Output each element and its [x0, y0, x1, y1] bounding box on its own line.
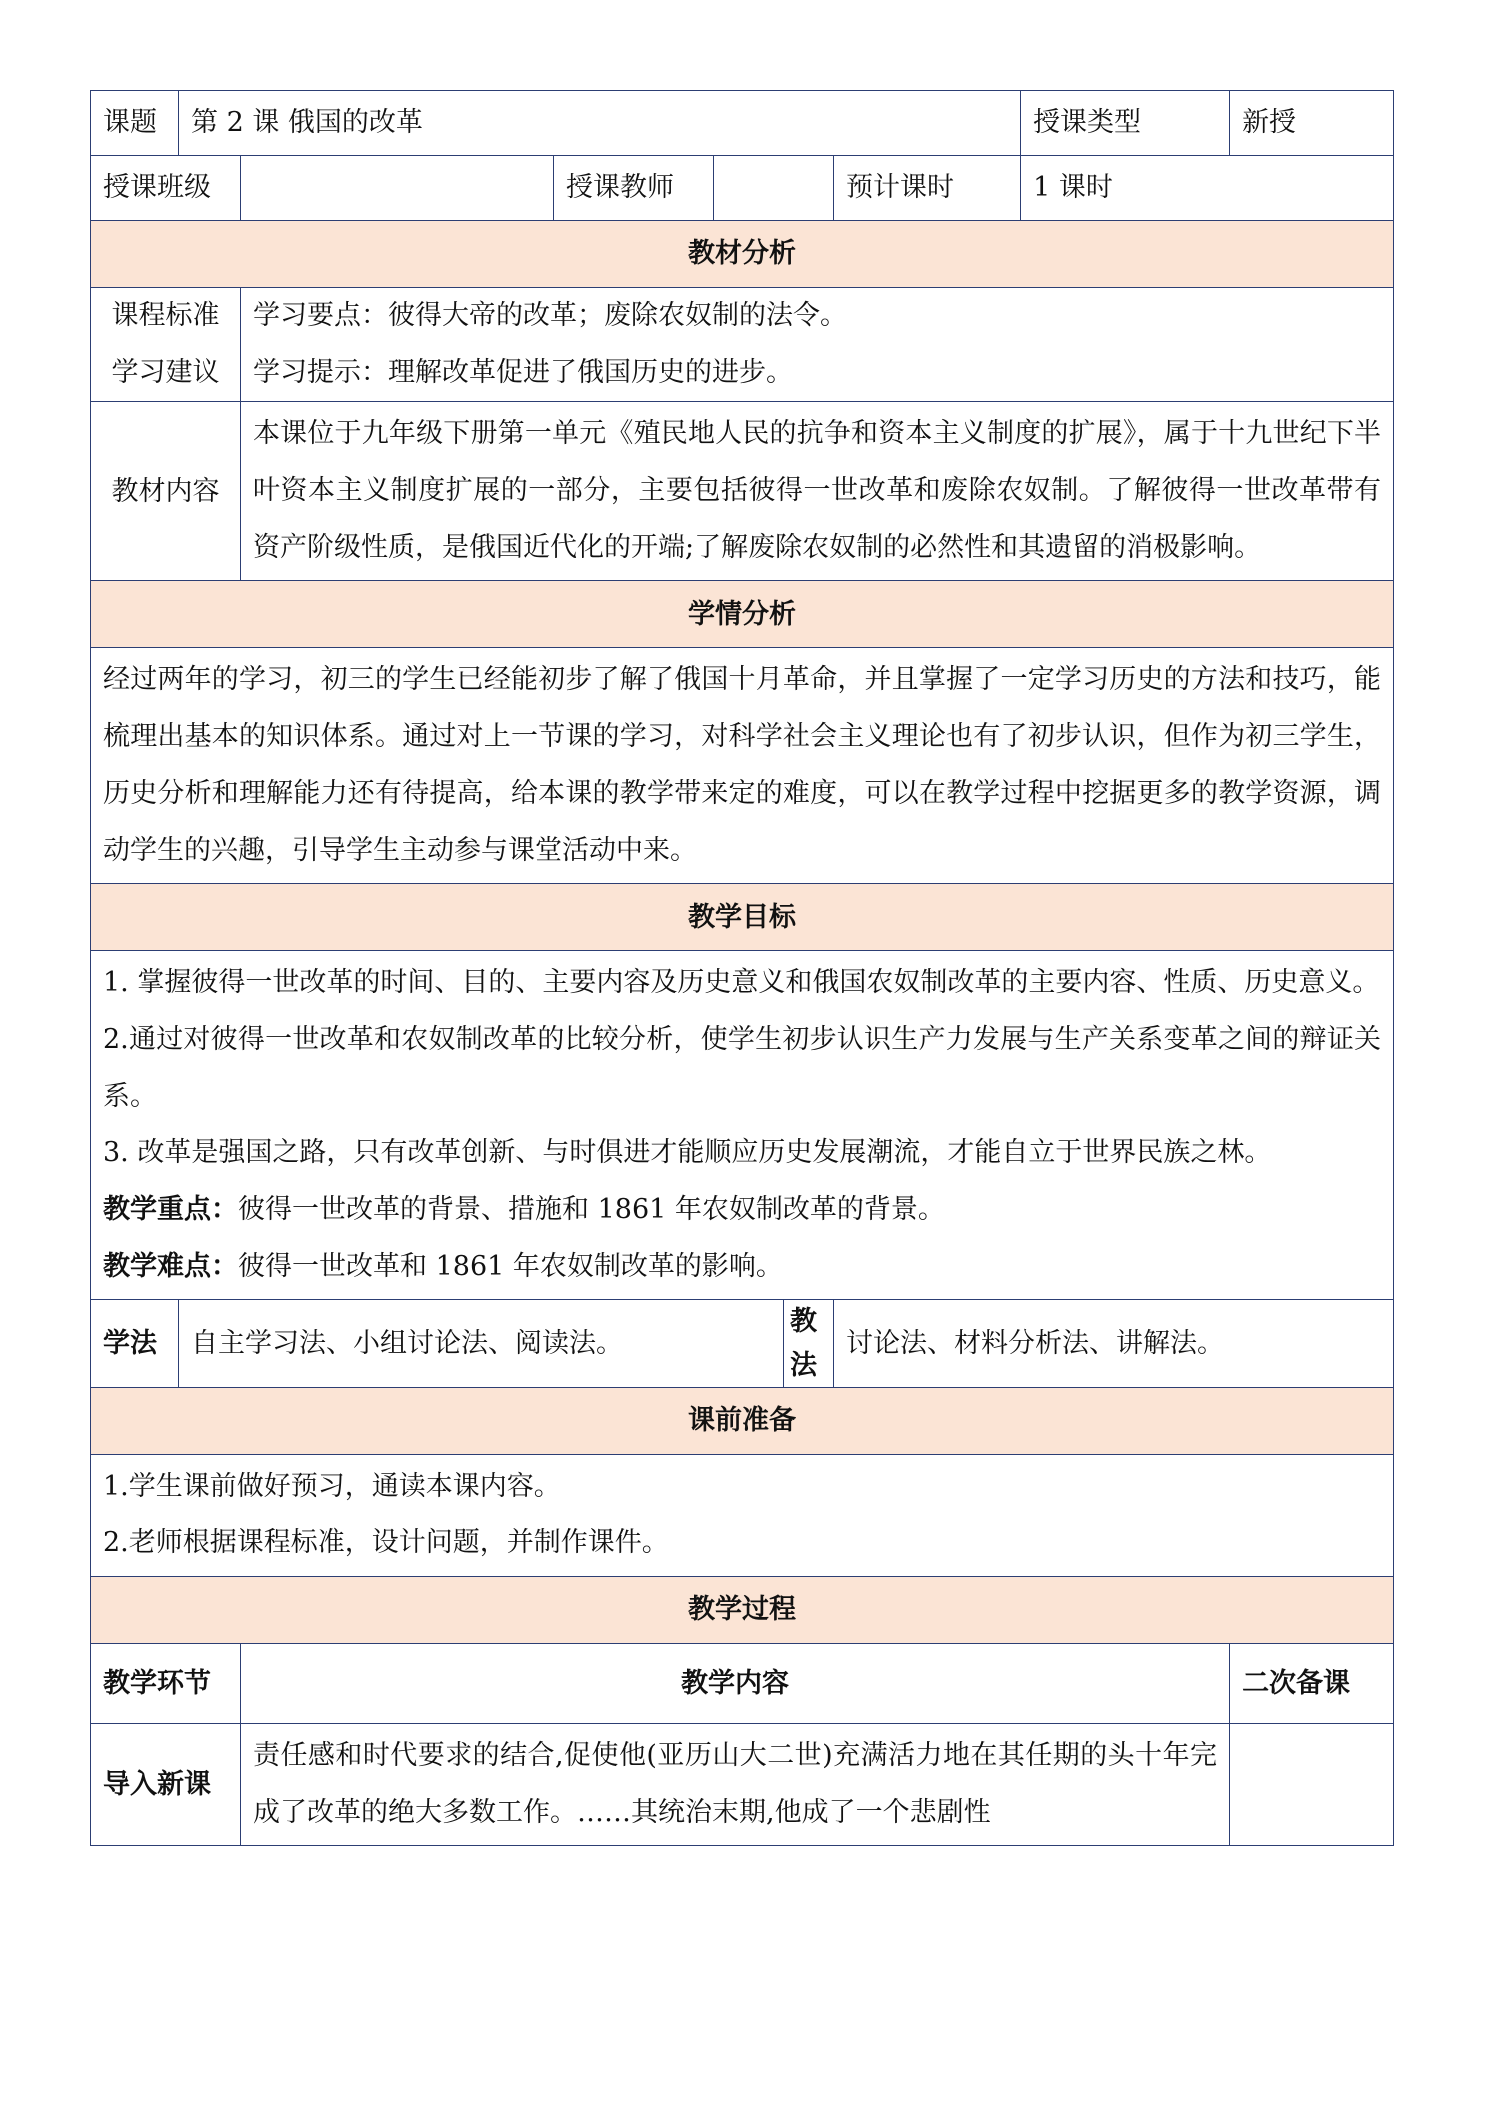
type-value: 新授 — [1230, 91, 1394, 156]
student-analysis-row — [91, 648, 1394, 884]
teacher-value — [714, 156, 834, 221]
lesson-plan-table — [90, 90, 1394, 1846]
class-label: 授课班级 — [91, 156, 241, 221]
student-analysis-title: 学情分析 — [91, 581, 1394, 648]
objectives-title: 教学目标 — [91, 884, 1394, 951]
objective-item-3: 3. 改革是强国之路，只有改革创新、与时俱进才能顺应历史发展潮流，才能自立于世界民族之林。 — [103, 1137, 1272, 1169]
course-label: 课题 — [91, 91, 179, 156]
difficulty-point — [103, 1239, 1381, 1296]
student-analysis-header-row — [91, 581, 1394, 648]
learning-method-label: 学法 — [91, 1300, 179, 1387]
preparation-item-2: 2.老师根据课程标准，设计问题，并制作课件。 — [103, 1527, 669, 1559]
textbook-analysis-title: 教材分析 — [91, 221, 1394, 288]
lesson-plan-page — [90, 90, 1393, 1846]
hours-value: 1 课时 — [1021, 156, 1394, 221]
objective-item-2: 2.通过对彼得一世改革和农奴制改革的比较分析，使学生初步认识生产力发展与生产关系变革之间的辩证关系。 — [103, 1023, 1382, 1112]
curriculum-standard-row — [91, 288, 1394, 402]
objective-item-1: 1. 掌握彼得一世改革的时间、目的、主要内容及历史意义和俄国农奴制改革的主要内容、性质、历史意义。 — [103, 967, 1380, 999]
process-col-content: 教学内容 — [241, 1644, 1230, 1724]
standard-hint: 学习提示：理解改革促进了俄国历史的进步。 — [253, 356, 793, 388]
curriculum-standard-content — [241, 288, 1394, 402]
textbook-analysis-header-row — [91, 221, 1394, 288]
teacher-label: 授课教师 — [554, 156, 714, 221]
methods-row — [91, 1300, 1394, 1387]
process-row — [91, 1724, 1394, 1846]
teaching-method-label: 教法 — [784, 1300, 834, 1387]
objectives-header-row — [91, 884, 1394, 951]
course-value: 第 2 课 俄国的改革 — [179, 91, 1021, 156]
preparation-header-row — [91, 1387, 1394, 1454]
hours-label: 预计课时 — [834, 156, 1021, 221]
class-value — [241, 156, 554, 221]
teaching-method-text: 讨论法、材料分析法、讲解法。 — [834, 1300, 1394, 1387]
process-stage: 导入新课 — [91, 1724, 241, 1846]
textbook-content-text: 本课位于九年级下册第一单元《殖民地人民的抗争和资本主义制度的扩展》，属于十九世纪下半叶资本主义制度扩展的一部分，主要包括彼得一世改革和废除农奴制。了解彼得一世改革带有资产阶级性质，是俄国近代化的开端;了解废除农奴制的必然性和其遗留的消极影响。 — [241, 402, 1394, 581]
process-content: 责任感和时代要求的结合,促使他(亚历山大二世)充满活力地在其任期的头十年完成了改革的绝大多数工作。……其统治末期,他成了一个悲剧性 — [241, 1724, 1230, 1846]
process-notes — [1230, 1724, 1394, 1846]
process-column-header-row — [91, 1644, 1394, 1724]
standard-label-line-1: 课程标准 — [111, 300, 220, 331]
textbook-content-label: 教材内容 — [91, 402, 241, 581]
difficulty-text: 彼得一世改革和 1861 年农奴制改革的影响。 — [238, 1250, 783, 1282]
difficulty-label: 教学难点： — [103, 1250, 238, 1282]
header-row-1 — [91, 91, 1394, 156]
textbook-content-row — [91, 402, 1394, 581]
type-label: 授课类型 — [1021, 91, 1230, 156]
preparation-row — [91, 1454, 1394, 1576]
curriculum-standard-label — [91, 288, 241, 402]
process-col-stage: 教学环节 — [91, 1644, 241, 1724]
header-row-2 — [91, 156, 1394, 221]
process-col-notes: 二次备课 — [1230, 1644, 1394, 1724]
key-point — [103, 1182, 1381, 1239]
key-point-label: 教学重点： — [103, 1193, 238, 1225]
student-analysis-text: 经过两年的学习，初三的学生已经能初步了解了俄国十月革命，并且掌握了一定学习历史的方法和技巧，能梳理出基本的知识体系。通过对上一节课的学习，对科学社会主义理论也有了初步认识，但作为初三学生，历史分析和理解能力还有待提高，给本课的教学带来定的难度，可以在教学过程中挖据更多的教学资源，调动学生的兴趣，引导学生主动参与课堂活动中来。 — [91, 648, 1394, 884]
standard-label-line-2: 学习建议 — [111, 356, 220, 388]
preparation-title: 课前准备 — [91, 1387, 1394, 1454]
preparation-content — [91, 1454, 1394, 1576]
preparation-item-1: 1.学生课前做好预习，通读本课内容。 — [103, 1470, 561, 1502]
objectives-row — [91, 951, 1394, 1300]
objectives-content — [91, 951, 1394, 1300]
learning-method-text: 自主学习法、小组讨论法、阅读法。 — [179, 1300, 784, 1387]
process-title: 教学过程 — [91, 1577, 1394, 1644]
standard-point: 学习要点：彼得大帝的改革；废除农奴制的法令。 — [253, 300, 847, 331]
process-header-row — [91, 1577, 1394, 1644]
key-point-text: 彼得一世改革的背景、措施和 1861 年农奴制改革的背景。 — [238, 1193, 945, 1225]
